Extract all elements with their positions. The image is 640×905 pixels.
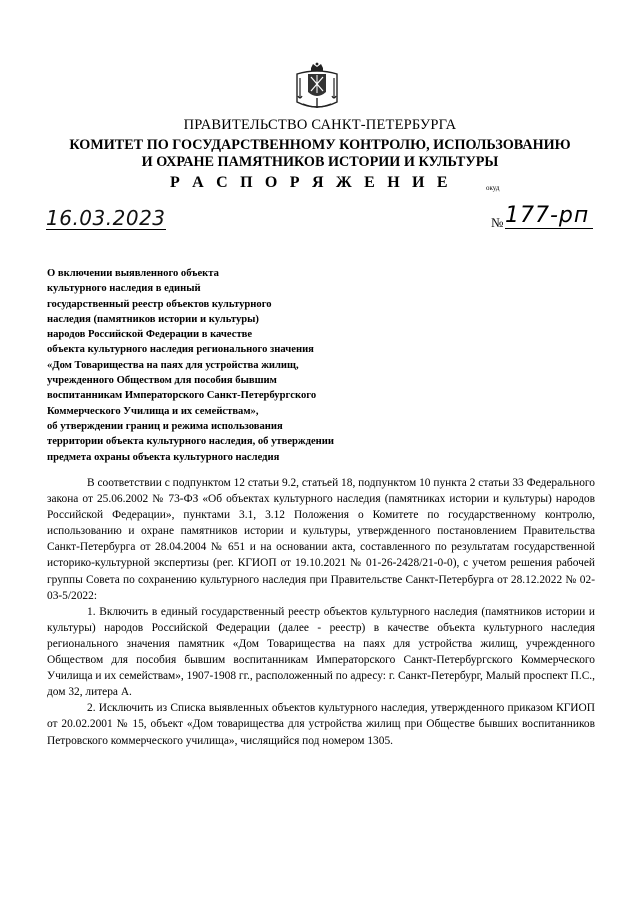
committee-name bbox=[40, 137, 600, 171]
preamble-paragraph: В соответствии с подпунктом 12 статьи 9.2, статьей 18, подпунктом 10 пункта 2 статьи 33 Федерального закона от 25.06.2002 № 73-ФЗ «Об объектах культурного наследия (памятниках истории и культуры) народов Российской Федерации», пунктами 3.1, 3.12 Положения о Комитете по государственному контролю, использованию и охране памятников истории и культуры, утвержденного постановлением Правительства Санкт-Петербурга от 28.04.2004 № 651 и на основании акта, составленного по результатам государственной историко-культурной экспертизы (рег. КГИОП от 19.10.2021 № 01-26-2428/21-0-0), с учетом решения рабочей группы Совета по сохранению культурного наследия при Правительстве Санкт-Петербурга от 28.12.2022 № 02-03-5/2022: bbox=[47, 477, 595, 602]
order-number-sign: № bbox=[491, 215, 504, 230]
government-name: ПРАВИТЕЛЬСТВО САНКТ-ПЕТЕРБУРГА bbox=[183, 117, 457, 133]
subject-line: объекта культурного наследия регионального значения bbox=[47, 344, 314, 356]
subject-line: «Дом Товарищества на паях для устройства жилищ, bbox=[47, 359, 299, 371]
order-number: 177-рп bbox=[505, 204, 593, 229]
order-date: 16.03.2023 bbox=[46, 206, 166, 230]
saint-petersburg-coat-of-arms-icon bbox=[293, 62, 341, 112]
order-item-2: 2. Исключить из Списка выявленных объектов культурного наследия, утвержденного приказом КГИОП от 20.02.2001 № 15, объект «Дом товарищества для устройства жилищ при Обществе бывших воспитанников Петровского коммерческого училища», числящийся под номером 1305. bbox=[47, 702, 595, 747]
subject-line: О включении выявленного объекта bbox=[47, 268, 219, 279]
subject-line: учрежденного Обществом для пособия бывшим bbox=[47, 375, 277, 387]
order-item-1: 1. Включить в единый государственный реестр объектов культурного наследия (памятников истории и культуры) народов Российской Федерации (далее - реестр) в качестве объекта культурного наследия регионального значения памятник «Дом Товарищества на паях для устройства жилищ, учрежденного Обществом для пособия бывшим воспитанникам Императорского Санкт-Петербургского Коммерческого Училища и их семействам», 1907-1908 гг., расположенный по адресу: г. Санкт-Петербург, Малый проспект П.С., дом 32, литера А. bbox=[47, 605, 595, 699]
subject-line: народов Российской Федерации в качестве bbox=[47, 329, 253, 341]
order-body bbox=[47, 475, 595, 749]
document-type-title: Р А С П О Р Я Ж Е Н И Е bbox=[170, 174, 452, 191]
subject-line: об утверждении границ и режима использования bbox=[47, 420, 283, 432]
order-subject bbox=[47, 266, 447, 465]
committee-name-line: И ОХРАНЕ ПАМЯТНИКОВ ИСТОРИИ И КУЛЬТУРЫ bbox=[141, 154, 499, 170]
subject-line: предмета охраны объекта культурного наследия bbox=[47, 451, 280, 463]
subject-line: воспитанникам Императорского Санкт-Петербургского bbox=[47, 390, 317, 402]
subject-line: культурного наследия в единый bbox=[47, 283, 201, 295]
subject-line: государственный реестр объектов культурного bbox=[47, 298, 272, 310]
subject-line: наследия (памятников истории и культуры) bbox=[47, 313, 259, 325]
subject-line: территории объекта культурного наследия, об утверждении bbox=[47, 436, 334, 448]
subject-line: Коммерческого Училища и их семействам», bbox=[47, 405, 259, 417]
committee-name-line: КОМИТЕТ ПО ГОСУДАРСТВЕННОМУ КОНТРОЛЮ, ИСПОЛЬЗОВАНИЮ bbox=[69, 137, 571, 153]
okud-label: окуд bbox=[486, 184, 500, 192]
